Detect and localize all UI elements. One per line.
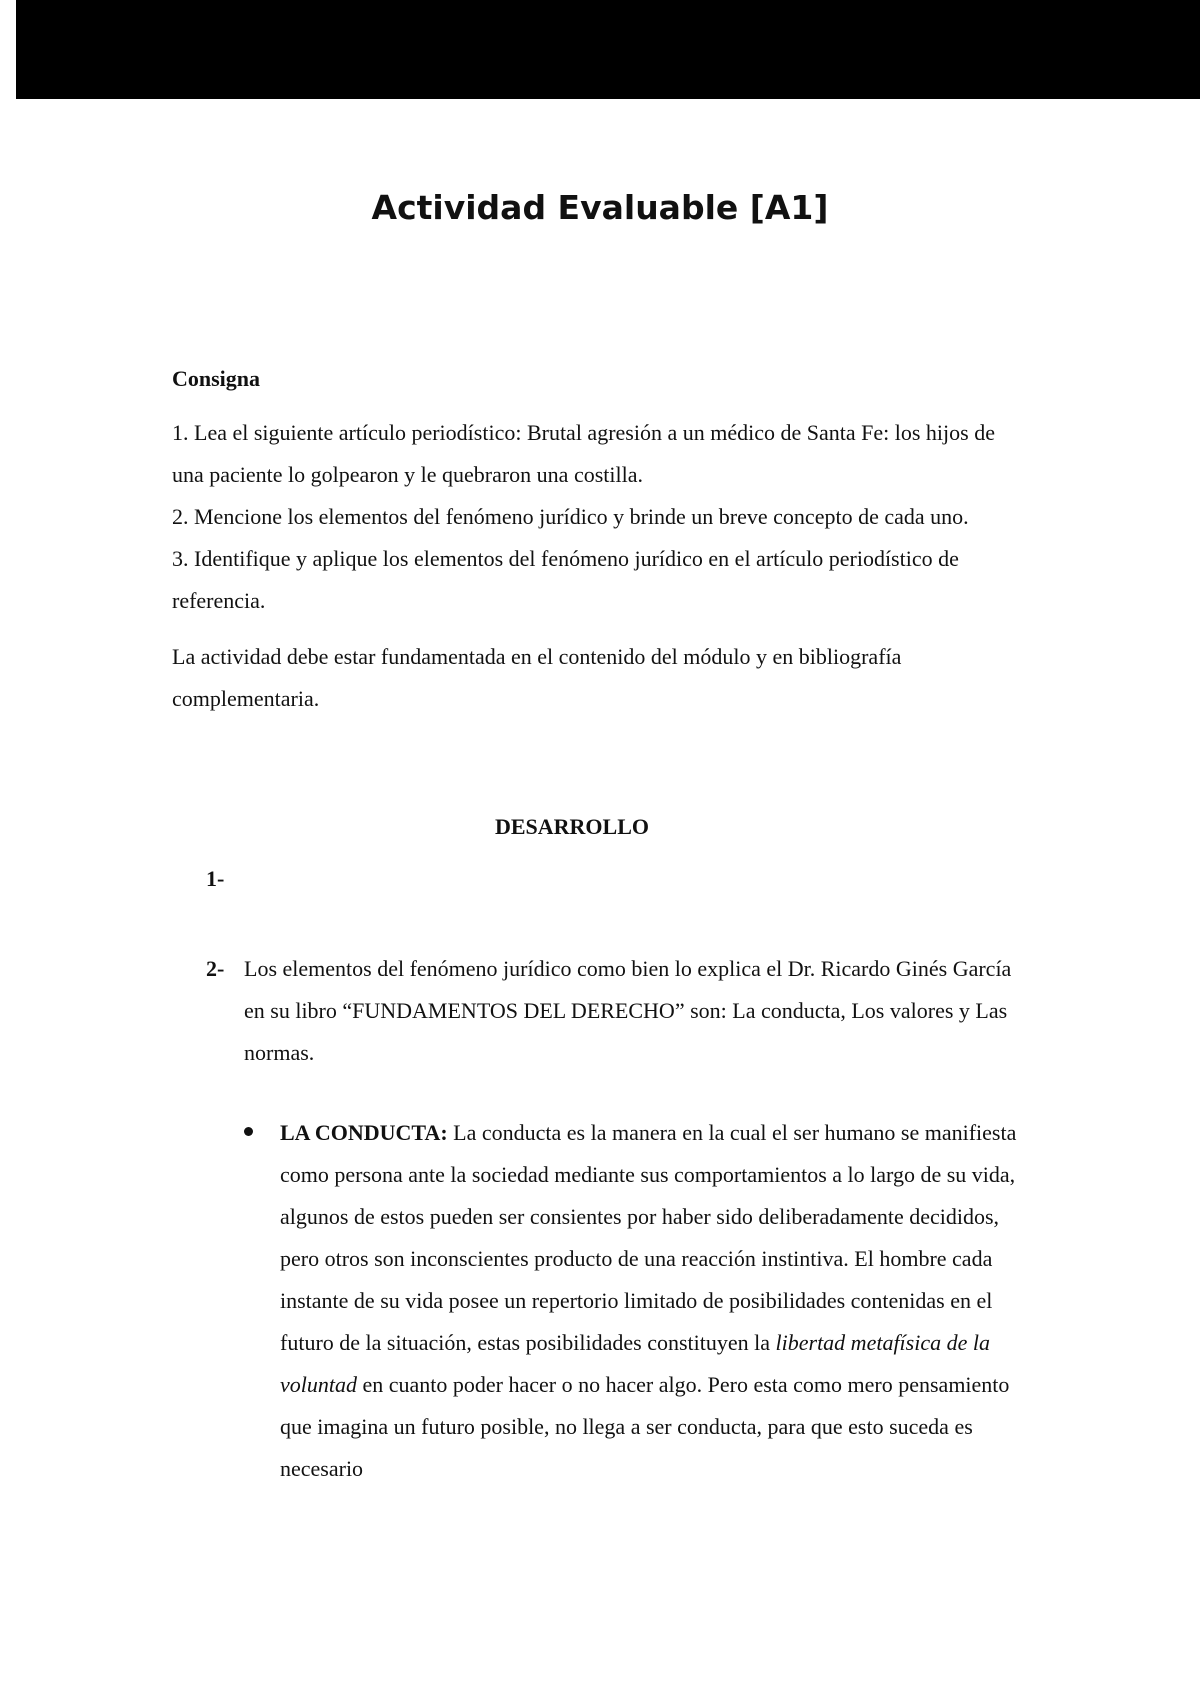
bullet-conducta — [172, 1112, 1032, 1490]
document-title: Actividad Evaluable [A1] — [371, 188, 829, 227]
document-body — [172, 358, 1032, 1490]
consigna-item-1: 1. Lea el siguiente artículo periodístico: Brutal agresión a un médico de Santa Fe: los hijos de una paciente lo golpearon y le quebraron una costilla. — [172, 420, 995, 487]
conducta-label: LA CONDUCTA: — [280, 1120, 448, 1145]
bullet-icon — [244, 1127, 253, 1136]
consigna-heading: Consigna — [172, 366, 261, 391]
conducta-text-1: La conducta es la manera en la cual el ser humano se manifiesta como persona ante la sociedad mediante sus comportamientos a lo largo de su vida, algunos de estos pueden ser consientes por haber sido deliberadamente decididos, pero otros son inconscientes producto de una reacción instintiva. El hombre cada instante de su vida posee un repertorio limitado de posibilidades contenidas en el futuro de la situación, estas posibilidades constituyen la — [280, 1120, 1017, 1355]
consigna-item-2: 2. Mencione los elementos del fenómeno jurídico y brinde un breve concepto de cada uno. — [172, 504, 969, 529]
item-2-label: 2- — [206, 956, 225, 981]
item-2-text: Los elementos del fenómeno jurídico como bien lo explica el Dr. Ricardo Ginés García en su libro “FUNDAMENTOS DEL DERECHO” son: La conducta, Los valores y Las normas. — [244, 956, 1012, 1065]
consigna-note: La actividad debe estar fundamentada en el contenido del módulo y en bibliografía complementaria. — [172, 644, 902, 711]
conducta-text-2: en cuanto poder hacer o no hacer algo. Pero esta como mero pensamiento que imagina un futuro posible, no llega a ser conducta, para que esto suceda es necesario — [280, 1372, 1010, 1481]
conducta-italic: libertad metafísica de la voluntad — [280, 1330, 990, 1397]
desarrollo-item-2 — [172, 948, 1032, 1074]
desarrollo-heading: DESARROLLO — [494, 814, 650, 839]
item-1-label: 1- — [206, 866, 225, 891]
header-black-bar — [16, 0, 1200, 99]
consigna-item-3: 3. Identifique y aplique los elementos del fenómeno jurídico en el artículo periodístico de referencia. — [172, 546, 959, 613]
